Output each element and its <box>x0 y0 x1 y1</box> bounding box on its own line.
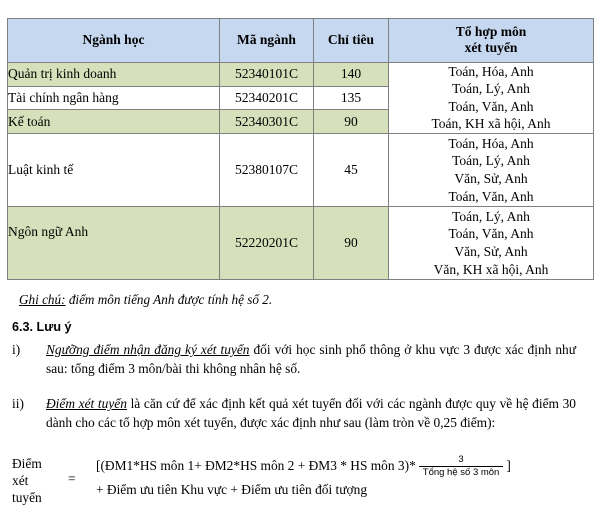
fraction-numerator: 3 <box>458 454 464 465</box>
table-row <box>8 62 594 86</box>
table-footnote <box>19 292 272 308</box>
combo-line: Toán, Hóa, Anh <box>448 63 534 79</box>
list-item-body <box>46 394 576 432</box>
formula-right-side <box>96 455 592 500</box>
table-row <box>8 207 594 280</box>
admissions-table-wrapper <box>7 18 575 280</box>
combo-line: Văn, KH xã hội, Anh <box>433 261 549 277</box>
column-header-combo-line-1: Tổ hợp môn <box>455 24 527 39</box>
column-header-code: Mã ngành <box>220 19 314 63</box>
subject-combination-group-3 <box>389 207 594 280</box>
major-quota: 140 <box>314 62 389 86</box>
subject-combination-group-1 <box>389 62 594 133</box>
formula-fraction <box>419 455 504 478</box>
major-code: 52340301C <box>220 110 314 134</box>
major-name: Tài chính ngân hàng <box>8 86 220 110</box>
list-item-body <box>46 340 576 378</box>
column-header-quota: Chỉ tiêu <box>314 19 389 63</box>
list-item-text: là căn cứ để xác định kết quả xét tuyển đối với các ngành được quy về hệ điểm 30 dành cho các tổ hợp môn xét tuyển, được xác định như sau (làm tròn về 0,25 điểm): <box>46 396 576 431</box>
major-code: 52220201C <box>220 207 314 280</box>
fraction-denominator: Tổng hệ số 3 môn <box>419 466 504 478</box>
column-header-major: Ngành học <box>8 19 220 63</box>
admissions-table <box>7 18 594 280</box>
major-quota: 45 <box>314 134 389 207</box>
list-item <box>12 394 576 432</box>
footnote-text: điểm môn tiếng Anh được tính hệ số 2. <box>65 292 273 307</box>
footnote-label: Ghi chú: <box>19 292 66 307</box>
combo-line: Văn, Sử, Anh <box>454 171 528 187</box>
list-item-marker: i) <box>12 342 21 357</box>
table-header-row <box>8 19 594 63</box>
formula-equals-sign: = <box>68 471 76 486</box>
combo-line: Toán, Lý, Anh <box>452 81 530 97</box>
column-header-combo-line-2: xét tuyển <box>464 39 518 55</box>
combo-line: Văn, Sử, Anh <box>454 244 528 260</box>
formula-left-side <box>12 455 66 506</box>
major-name <box>8 207 220 280</box>
score-formula <box>12 454 592 506</box>
list-item-emphasis: Điểm xét tuyển <box>46 396 127 411</box>
formula-expression-close: ] <box>506 458 511 474</box>
list-item-marker: ii) <box>12 396 24 411</box>
formula-lhs-line-3: tuyển <box>12 490 42 506</box>
formula-expression-open: [(ĐM1*HS môn 1+ ĐM2*HS môn 2 + ĐM3 * HS môn 3)* <box>96 458 416 474</box>
combo-line: Toán, Lý, Anh <box>452 153 530 169</box>
formula-line-1 <box>96 455 592 478</box>
major-name: Kế toán <box>8 110 220 134</box>
table-row <box>8 134 594 207</box>
combo-line: Toán, Văn, Anh <box>448 188 534 204</box>
major-quota: 90 <box>314 207 389 280</box>
combo-line: Toán, Lý, Anh <box>452 208 530 224</box>
major-quota: 90 <box>314 110 389 134</box>
combo-line: Toán, Văn, Anh <box>448 98 534 114</box>
major-code: 52380107C <box>220 134 314 207</box>
formula-lhs-line-2: xét <box>12 473 29 489</box>
list-item-emphasis: Ngưỡng điểm nhận đăng ký xét tuyển <box>46 342 250 357</box>
section-heading: 6.3. Lưu ý <box>12 320 72 334</box>
combo-line: Toán, Văn, Anh <box>448 226 534 242</box>
major-name: Luật kinh tế <box>8 134 220 207</box>
list-item-text: đối với học sinh phổ thông ở khu vực 3 được xác định như sau: tổng điểm 3 môn/bài thi không nhân hệ số. <box>46 342 576 377</box>
major-code: 52340101C <box>220 62 314 86</box>
formula-line-2: + Điểm ưu tiên Khu vực + Điểm ưu tiên đối tượng <box>96 481 368 497</box>
major-name: Quản trị kinh doanh <box>8 62 220 86</box>
major-name-text: Ngôn ngữ Anh <box>8 224 89 240</box>
major-quota: 135 <box>314 86 389 110</box>
subject-combination-group-2 <box>389 134 594 207</box>
combo-line: Toán, Hóa, Anh <box>448 135 534 151</box>
major-code: 52340201C <box>220 86 314 110</box>
column-header-subject-combination <box>389 19 594 63</box>
list-item <box>12 340 576 378</box>
formula-lhs-line-1: Điểm <box>12 456 42 471</box>
combo-line: Toán, KH xã hội, Anh <box>431 116 551 132</box>
